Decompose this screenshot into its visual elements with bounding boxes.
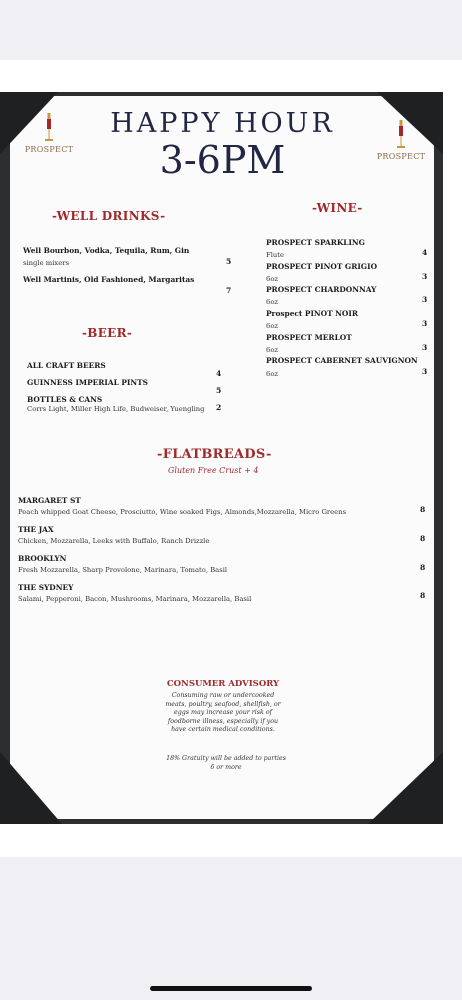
wine-item-5-price: 3 (422, 343, 428, 352)
wine-glass-icon (44, 113, 54, 143)
flatbread-item-1-desc: Peach whipped Goat Cheese, Prosciutto, Wine soaked Figs, Almonds,Mozzarella, Micro Greens (18, 508, 347, 516)
flatbread-item-2: THE JAX (18, 525, 54, 534)
well-drinks-heading: -WELL DRINKS- (52, 209, 166, 223)
wine-item-4-desc: 6oz (266, 322, 278, 330)
flatbread-item-3: BROOKLYN (18, 554, 67, 563)
wine-item-6: PROSPECT CABERNET SAUVIGNON (266, 356, 418, 365)
logo-text-left: PROSPECT (24, 145, 74, 154)
beer-item-2: GUINNESS IMPERIAL PINTS (27, 378, 148, 387)
wine-item-4-price: 3 (422, 319, 428, 328)
wine-glass-icon (396, 120, 406, 150)
happy-hour-time: 3-6PM (159, 138, 286, 182)
flatbread-item-3-price: 8 (420, 563, 426, 572)
wine-item-2-desc: 6oz (266, 275, 278, 283)
corner-bottom-left (0, 752, 62, 824)
wine-heading: -WINE- (312, 201, 363, 215)
well-item-2: Well Martinis, Old Fashioned, Margaritas (23, 275, 195, 284)
flatbread-item-3-desc: Fresh Mozzarella, Sharp Provolone, Marinara, Tomato, Basil (18, 566, 228, 574)
flatbread-item-2-desc: Chicken, Mozzarella, Leeks with Buffalo, Ranch Drizzle (18, 537, 210, 545)
beer-item-3-price: 2 (216, 403, 222, 412)
gluten-free-note: Gluten Free Crust + 4 (168, 466, 259, 475)
wine-item-4: Prospect PINOT NOIR (266, 309, 358, 318)
well-item-1-price: 5 (226, 257, 232, 266)
prospect-logo-right (372, 120, 430, 161)
page-title: HAPPY HOUR (110, 108, 335, 139)
beer-item-3-desc: Corrs Light, Miller High Life, Budweiser, Yuengling (27, 405, 205, 413)
flatbread-item-1-price: 8 (420, 505, 426, 514)
wine-item-2-price: 3 (422, 272, 428, 281)
corner-bottom-right (368, 752, 443, 824)
wine-item-6-desc: 6oz (266, 370, 278, 378)
flatbread-item-4: THE SYDNEY (18, 583, 74, 592)
beer-item-1-price: 4 (216, 369, 222, 378)
wine-item-3: PROSPECT CHARDONNAY (266, 285, 377, 294)
well-item-2-price: 7 (226, 286, 232, 295)
beer-item-1: ALL CRAFT BEERS (27, 361, 106, 370)
wine-item-1-desc: Flute (266, 251, 285, 259)
consumer-advisory-heading: CONSUMER ADVISORY (166, 679, 280, 689)
wine-item-5: PROSPECT MERLOT (266, 333, 352, 342)
flatbread-item-4-desc: Salami, Pepperoni, Bacon, Mushrooms, Marinara, Mozzarella, Basil (18, 595, 252, 603)
well-item-1: Well Bourbon, Vodka, Tequila, Rum, Gin (23, 246, 190, 255)
wine-item-2: PROSPECT PINOT GRIGIO (266, 262, 378, 271)
flatbread-item-2-price: 8 (420, 534, 426, 543)
prospect-logo-left (20, 113, 78, 154)
home-indicator[interactable] (150, 986, 312, 991)
wine-item-5-desc: 6oz (266, 346, 278, 354)
wine-item-3-desc: 6oz (266, 298, 278, 306)
beer-item-2-price: 5 (216, 386, 222, 395)
flatbreads-heading: -FLATBREADS- (157, 447, 272, 462)
beer-heading: -BEER- (82, 326, 133, 340)
wine-item-3-price: 3 (422, 295, 428, 304)
wine-item-1-price: 4 (422, 248, 428, 257)
logo-text-right: PROSPECT (376, 152, 426, 161)
wine-item-6-price: 3 (422, 367, 428, 376)
consumer-advisory-text: Consuming raw or undercooked meats, poultry, seafood, shellfish, or eggs may increase your risk of foodborne illness, especially if you have certain medical conditions. (165, 692, 281, 733)
flatbread-item-1: MARGARET ST (18, 496, 81, 505)
gratuity-note: 18% Gratuity will be added to parties 6 or more (166, 755, 286, 771)
wine-item-1: PROSPECT SPARKLING (266, 238, 365, 247)
flatbread-item-4-price: 8 (420, 591, 426, 600)
well-item-1-desc: single mixers (23, 259, 69, 267)
beer-item-3: BOTTLES & CANS (27, 395, 103, 404)
